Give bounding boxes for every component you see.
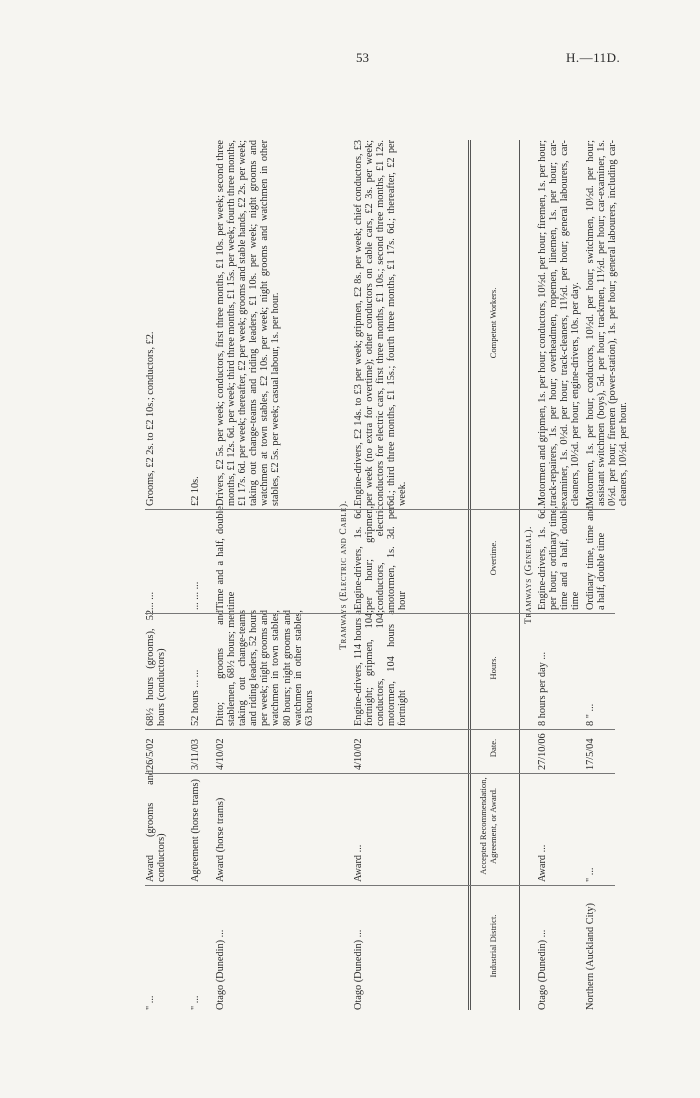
header-wages: Competent Workers. (488, 287, 498, 359)
page-number: 53 (356, 50, 369, 65)
district-cell: " ... (190, 995, 201, 1010)
date-cell: 4/10/02 (353, 738, 364, 770)
overtime-cell: Ordinary time, time and a half, double time (585, 506, 608, 610)
hours-cell: 8 hours per day ... (537, 651, 548, 726)
date-cell: 4/10/02 (215, 738, 226, 770)
overtime-cell: Time and a half, double time (215, 506, 238, 610)
hours-cell: 68½ hours (grooms), 52 hours (conductors) (145, 610, 168, 726)
header-overtime: Overtime. (488, 540, 498, 576)
rule (519, 140, 520, 1010)
overtime-cell: Engine-drivers, 1s. 6d. per hour; ordinary time, time and a half, double time (537, 506, 582, 610)
header-agreement: Accepted Recommendation, Agreement, or Award. (478, 777, 498, 875)
wages-cell: Grooms, £2 2s. to £2 10s.; conductors, £2. (145, 331, 156, 506)
date-cell: 26/5/02 (145, 738, 156, 770)
district-cell: Otago (Dunedin) ... (537, 929, 548, 1010)
section-title-electric: Tramways (Electric and Cable). (339, 500, 349, 650)
hours-cell: Ditto; grooms and stablemen, 68½ hours; men taking out change-teams and riding leaders, 52 hours per week; night grooms and watchmen in town stables, 80 hours; night grooms and watchmen in other stables, 63 hours (215, 610, 315, 726)
agreement-cell: Award (horse trams) (215, 797, 226, 882)
overtime-cell: ... ... ... (190, 581, 201, 610)
agreement-cell: Award ... (537, 844, 548, 882)
column-rule (145, 613, 615, 614)
district-cell: Otago (Dunedin) ... (353, 929, 364, 1010)
rule (468, 140, 471, 1010)
wages-cell: Drivers, £2 5s. per week; conductors, first three months, £1 10s. per week; second three months, £1 12s. 6d. per week; third three months, £1 15s. per week; fourth three months, £1 17s. 6d. per week; thereafter, £2 per week; grooms and stable hands, £2 2s. per week; taking out change-teams and riding leaders, £1 10s. per week; night grooms and watchmen at town stables, £2 10s. per week; night grooms and watchmen in other stables, £2 5s. per week; casual labour, 1s. per hour. (215, 140, 282, 506)
header-hours: Hours. (488, 656, 498, 680)
hours-cell: Engine-drivers, 114 hours a fortnight; gripmen, 104; conductors, 104; motormen, 104 hours a fortnight (353, 610, 409, 726)
wages-cell: Motormen and gripmen, 1s. per hour; conductors, 10½d. per hour; firemen, 1s. per hour; track-repairers, 1s. per hour; overheadmen, ropemen, linemen, 1s. per hour; car-examiner, 1s. 0½d. per hour; track-cleaners, 11½d. per hour; general labourers, car-cleaners, 10½d. per hour; engine-drivers, 10s. per day. (537, 140, 582, 506)
wages-cell: Engine-drivers, £2 14s. to £3 per week; gripmen, £2 8s. per week; chief conductors, £3 per week (no extra for overtime); other conductors on cable cars, £2 3s. per week; conductors for electric cars, first three months, £1 10s.; second three months, £1 12s. 6d.; third three months, £1 15s.; fourth three months, £1 17s. 6d.; thereafter, £2 per week. (353, 140, 409, 506)
column-rule (145, 773, 615, 774)
header-district: Industrial District. (488, 914, 498, 978)
column-rule (145, 885, 615, 886)
overtime-cell: ... ... (145, 591, 156, 610)
section-title-general: Tramways (General). (524, 526, 534, 624)
district-cell: " ... (145, 995, 156, 1010)
series-code: H.—11D. (566, 50, 621, 65)
district-cell: Northern (Auckland City) (585, 903, 596, 1010)
agreement-cell: " ... (585, 867, 596, 882)
overtime-cell: Engine-drivers, 1s. 6d. per hour; gripmen, conductors, electric motormen, 1s. 3d. per hour (353, 506, 409, 610)
agreement-cell: Agreement (horse trams) (190, 779, 201, 882)
date-cell: 27/10/06 (537, 733, 548, 770)
hours-cell: 8 " ... (585, 703, 596, 726)
header-date: Date. (488, 738, 498, 758)
wages-cell: £2 10s. (190, 476, 201, 506)
rotated-table (145, 10, 630, 1010)
agreement-cell: Award (grooms and conductors) (145, 770, 168, 882)
date-cell: 17/5/04 (585, 738, 596, 770)
column-rule (145, 729, 615, 730)
agreement-cell: Award ... (353, 844, 364, 882)
column-rule (145, 509, 615, 510)
wages-cell: Motormen, 1s. per hour; conductors, 10½d. per hour; switchmen, 10½d. per hour; assistant switchmen (boys), 5d. per hour; trackmen, 11½d. per hour; car-examiner, 1s. 0½d. per hour; firemen (power-station), 1s. per hour; general labourers, including car-cleaners, 10½d. per hour. (585, 140, 630, 506)
date-cell: 3/11/03 (190, 738, 201, 770)
district-cell: Otago (Dunedin) ... (215, 929, 226, 1010)
hours-cell: 52 hours ... ... (190, 669, 201, 726)
